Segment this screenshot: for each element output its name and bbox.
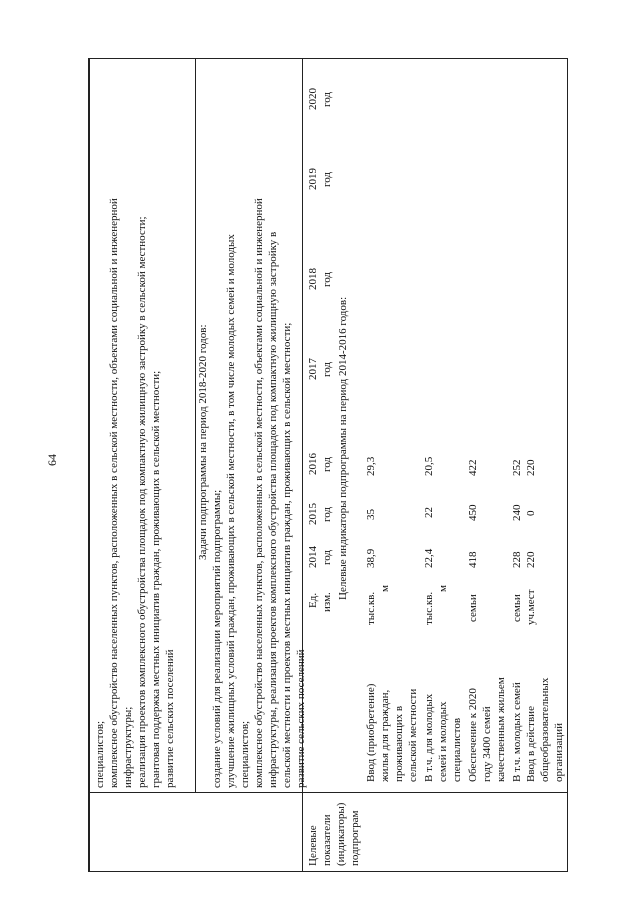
- tasks-line: специалистов;: [239, 720, 251, 788]
- tasks-line: сельской местности и проектов местных инициатив граждан, проживающих в сельской местности;: [281, 322, 293, 788]
- row-name-line: Обеспечение к 2020: [467, 688, 479, 782]
- row-name-line: В т.ч. для молодых: [423, 693, 435, 782]
- value-2015: 450: [467, 504, 479, 521]
- value-2016: 29,3: [365, 456, 377, 476]
- row-label-line: (индикаторы): [335, 802, 347, 866]
- row-name-line: проживающих в: [393, 705, 405, 782]
- col-header-year: год: [321, 271, 333, 287]
- row-divider-tasks: [195, 58, 196, 792]
- col-header-year: 2017: [307, 358, 319, 380]
- col-header-unit: изм.: [321, 592, 333, 612]
- value-2014: 228: [511, 551, 523, 568]
- row-label-line: показатели: [321, 814, 333, 866]
- col-header-year: год: [321, 456, 333, 472]
- tasks-line: улучшение жилищных условий граждан, проживающих в сельской местности, в том числе молодых семей и молодых: [225, 234, 237, 788]
- value-2016: 252: [511, 459, 523, 476]
- row-unit: м: [379, 585, 391, 592]
- value-2014: 38,9: [365, 548, 377, 568]
- tasks-line: специалистов;: [94, 720, 106, 788]
- col-header-year: год: [321, 506, 333, 522]
- table-left-edge: [88, 871, 568, 872]
- tasks-2018-2020-title: Задачи подпрограммы на период 2018-2020 годов:: [197, 324, 209, 560]
- tasks-line: реализация проектов комплексного обустройства площадок под компактную жилищную застройку в сельской местности;: [136, 216, 148, 788]
- tasks-line: комплексное обустройство населенных пунктов, расположенных в сельской местности, объектами социальной и инженерной: [253, 198, 265, 788]
- tasks-line: грантовая поддержка местных инициатив граждан, проживающих в сельской местности;: [150, 370, 162, 788]
- col-header-unit: Ед.: [307, 592, 319, 608]
- row-unit: тыс.кв.: [365, 591, 377, 625]
- value-2015: 22: [423, 507, 435, 518]
- row-label-line: Целевые: [307, 825, 319, 866]
- col-header-year: 2015: [307, 503, 319, 525]
- value-2015: 35: [365, 509, 377, 520]
- row-unit: уч.мест: [525, 589, 537, 625]
- row-unit: тыс.кв.: [423, 591, 435, 625]
- tasks-line: комплексное обустройство населенных пунктов, расположенных в сельской местности, объектами социальной и инженерной: [108, 198, 120, 788]
- col-header-year: год: [321, 91, 333, 107]
- tasks-line: инфраструктуры, реализация проектов комплексного обустройства площадок под компактную жилищную застройку в: [267, 231, 279, 788]
- value-2014: 22,4: [423, 548, 435, 568]
- col-header-year: 2020: [307, 88, 319, 110]
- value-2014: 418: [467, 551, 479, 568]
- value-2014: 220: [525, 551, 537, 568]
- tasks-line: развитие сельских поселений: [295, 649, 307, 788]
- col-header-year: 2016: [307, 453, 319, 475]
- row-name-line: специалистов: [451, 717, 463, 782]
- col-header-year: 2019: [307, 168, 319, 190]
- indicators-subtitle: Целевые индикаторы подпрограммы на период 2014-2016 годов:: [337, 296, 349, 600]
- value-2016: 422: [467, 459, 479, 476]
- column-divider: [88, 792, 568, 793]
- row-label-line: подпрограм: [349, 810, 361, 866]
- table-border-bottom: [567, 58, 568, 872]
- value-2015: 240: [511, 504, 523, 521]
- row-name-line: году 3400 семей: [481, 706, 493, 782]
- row-name-line: Ввод (приобретение): [365, 683, 377, 782]
- table-right-edge: [88, 58, 568, 59]
- row-name-line: семей и молодых: [437, 701, 449, 782]
- col-header-year: год: [321, 171, 333, 187]
- tasks-line: развитие сельских поселений: [164, 649, 176, 788]
- col-header-year: 2014: [307, 546, 319, 568]
- row-name-line: Ввод в действие: [525, 706, 537, 782]
- row-name-line: жилья для граждан,: [379, 689, 391, 782]
- col-header-year: год: [321, 549, 333, 565]
- col-header-year: 2018: [307, 268, 319, 290]
- row-unit: семьи: [467, 594, 479, 622]
- row-name-line: сельской местности: [407, 688, 419, 782]
- row-name-line: организаций: [553, 722, 565, 782]
- value-2016: 20,5: [423, 456, 435, 476]
- col-header-year: год: [321, 361, 333, 377]
- row-name-line: общеобразовательных: [539, 677, 551, 782]
- value-2016: 220: [525, 459, 537, 476]
- row-name-line: В т.ч. молодых семей: [511, 682, 523, 782]
- page-number: 64: [45, 454, 59, 466]
- row-unit: семьи: [511, 594, 523, 622]
- row-unit: м: [437, 585, 449, 592]
- tasks-line: создание условий для реализации мероприятий подпрограммы;: [211, 489, 223, 788]
- row-name-line: качественным жильем: [495, 677, 507, 782]
- tasks-line: инфраструктуры;: [122, 706, 134, 788]
- table-border-top: [88, 58, 90, 872]
- value-2015: 0: [525, 510, 537, 516]
